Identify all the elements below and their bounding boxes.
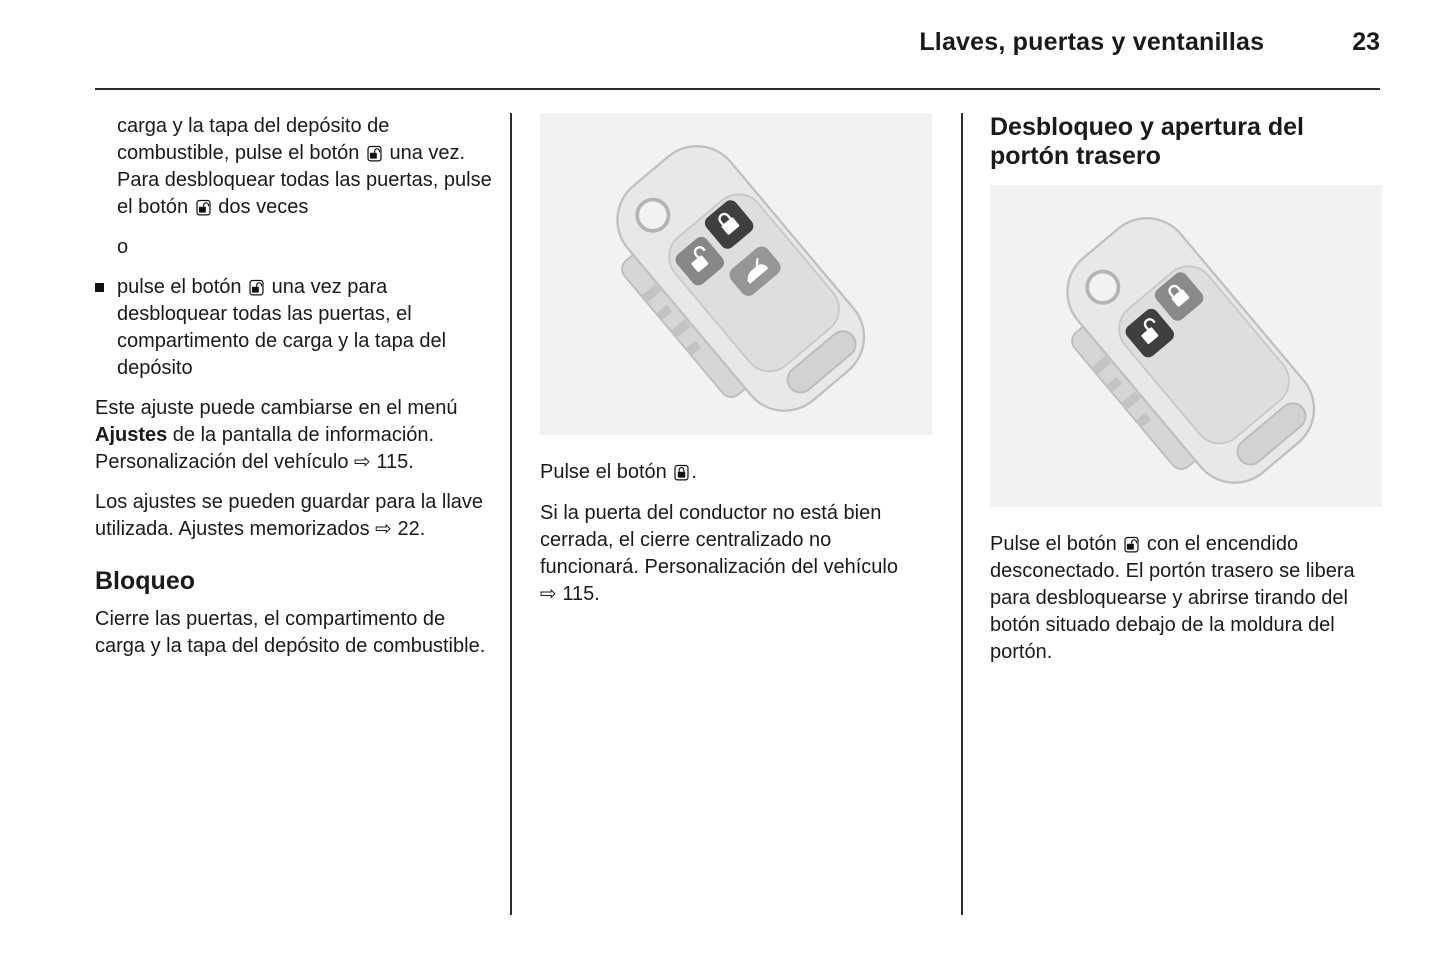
paragraph-lock-instructions: Cierre las puertas, el compartimento de carga y la tapa del depósito de combustible. xyxy=(95,608,486,657)
chapter-title: Llaves, puertas y ventanillas xyxy=(919,28,1265,56)
paragraph-settings xyxy=(95,395,493,476)
column-left xyxy=(95,113,493,673)
paragraph-saved-settings xyxy=(95,489,493,543)
text-run: Pulse el botón xyxy=(990,533,1123,555)
header-divider xyxy=(95,88,1380,90)
list-item-unlock-once xyxy=(95,113,493,221)
unlock-button-icon xyxy=(196,198,211,216)
remote-key-two-buttons-illustration xyxy=(990,185,1382,507)
text-run: Pulse el botón xyxy=(540,461,673,483)
paragraph xyxy=(117,274,493,382)
unlock-button-icon xyxy=(249,278,264,296)
text-run: de la pantalla de información. Personalización del vehículo xyxy=(95,424,435,473)
paragraph-tailgate-instructions xyxy=(990,531,1382,666)
page-header xyxy=(95,28,1380,57)
text-run: dos veces xyxy=(212,196,309,218)
heading-bloqueo: Bloqueo xyxy=(95,567,195,595)
unlock-button-icon xyxy=(1124,535,1139,553)
heading-tailgate: Desbloqueo y apertura del portón trasero xyxy=(990,113,1304,170)
bullet-icon xyxy=(95,283,104,292)
figure-key-fob-tailgate xyxy=(990,185,1382,507)
unlock-button-icon xyxy=(367,144,382,162)
figure-key-fob-lock xyxy=(540,113,932,435)
text-run: . xyxy=(691,461,697,483)
lock-button-icon xyxy=(674,463,689,481)
column-divider-right xyxy=(961,113,963,915)
column-right xyxy=(990,113,1382,679)
list-item-unlock-all xyxy=(95,274,493,382)
page-reference: ⇨ 22. xyxy=(375,518,426,540)
paragraph-driver-door-warning xyxy=(540,500,932,608)
page-number: 23 xyxy=(1352,28,1380,56)
text-run: una vez para desbloquear todas las puertas, el compartimento de carga y la tapa del depósito xyxy=(117,276,447,379)
text-run: Si la puerta del conductor no está bien cerrada, el cierre centralizado no funcionará. Personalización del vehículo xyxy=(540,502,898,578)
text-run: una vez. Para desbloquear todas las puertas, pulse el botón xyxy=(117,142,492,218)
column-divider-left xyxy=(510,113,512,915)
caption-press-lock-button xyxy=(540,459,932,486)
column-middle xyxy=(540,113,932,621)
remote-key-three-buttons-illustration xyxy=(540,113,932,435)
text-run: Este ajuste puede cambiarse en el menú xyxy=(95,397,458,419)
text-run: con el encendido desconectado. El portón trasero se libera para desbloquearse y abrirse tirando del botón situado debajo de la moldura del portón. xyxy=(990,533,1355,663)
text-run: Los ajustes se pueden guardar para la llave utilizada. Ajustes memorizados xyxy=(95,491,484,540)
menu-name-ajustes: Ajustes xyxy=(95,424,168,446)
text-run: carga y la tapa del depósito de combustible, pulse el botón xyxy=(117,115,390,164)
paragraph xyxy=(117,113,493,221)
page-reference: ⇨ 115. xyxy=(354,451,414,473)
list-connector-o: o xyxy=(117,236,129,258)
text-run: pulse el botón xyxy=(117,276,248,298)
page-reference: ⇨ 115. xyxy=(540,583,600,605)
